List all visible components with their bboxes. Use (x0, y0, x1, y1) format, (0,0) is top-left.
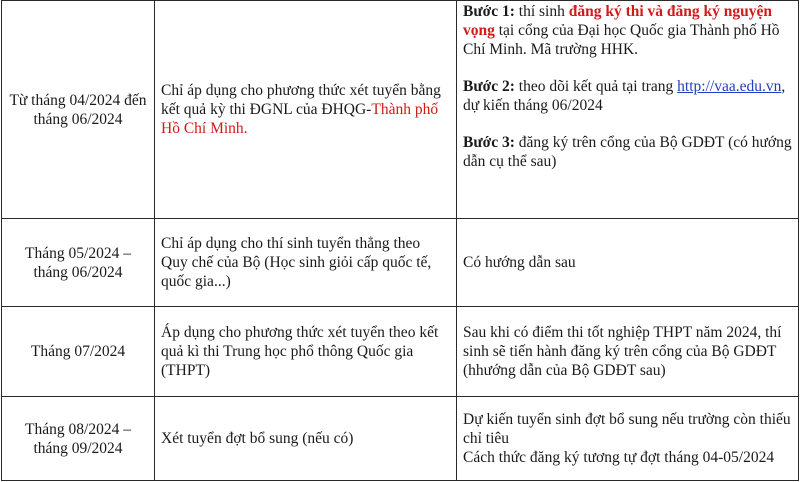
scope-cell (155, 1, 457, 219)
step-1-post: tại cổng của Đại học Quốc gia Thành phố Hồ Chí Minh. Mã trường HHK. (463, 22, 780, 58)
guide-text: Có hướng dẫn sau (463, 254, 576, 271)
scope-cell (155, 397, 457, 481)
guide-cell (457, 397, 799, 481)
table-row (2, 397, 799, 481)
scope-text: Xét tuyển đợt bổ sung (nếu có) (161, 430, 354, 447)
scope-cell (155, 219, 457, 307)
step-2-post: , dự kiến tháng 06/2024 (463, 78, 786, 114)
step-1-label: Bước 1: (463, 3, 515, 20)
website-link[interactable]: http://vaa.edu.vn (677, 78, 782, 95)
scope-cell (155, 307, 457, 397)
guide-text: Sau khi có điểm thi tốt nghiệp THPT năm 2024, thí sinh sẽ tiến hành đăng ký trên cổng của Bộ GDĐT (hhướng dẫn của Bộ GDĐT sau) (463, 324, 782, 379)
time-text: Tháng 05/2024 – tháng 06/2024 (25, 244, 131, 281)
time-cell (2, 307, 155, 397)
table-row (2, 219, 799, 307)
table-row (2, 307, 799, 397)
step-3-text: đăng ký trên cổng của Bộ GDĐT (có hướng dẫn cụ thể sau) (463, 134, 792, 170)
step-1 (463, 2, 792, 59)
scope-highlight: Thành phố Hồ Chí Minh. (161, 101, 439, 137)
guide-text-2: Cách thức đăng ký tương tự đợt tháng 04-05/2024 (463, 449, 775, 466)
scope-text: Chỉ áp dụng cho phương thức xét tuyển bằng kết quả kỳ thi ĐGNL của ĐHQG- (161, 82, 441, 118)
admission-schedule-table (1, 0, 799, 481)
time-cell (2, 1, 155, 219)
time-text: Từ tháng 04/2024 đến tháng 06/2024 (9, 91, 147, 128)
step-2-pre: theo dõi kết quả tại trang (514, 78, 678, 95)
step-3 (463, 133, 792, 171)
steps-cell (457, 1, 799, 219)
time-cell (2, 219, 155, 307)
step-1-pre: thí sinh (514, 3, 569, 20)
step-2-label: Bước 2: (463, 78, 515, 95)
table-row (2, 1, 799, 219)
time-text: Tháng 07/2024 (30, 343, 126, 360)
guide-text-1: Dự kiến tuyển sinh đợt bổ sung nếu trường còn thiếu chỉ tiêu (463, 411, 791, 447)
time-text: Tháng 08/2024 – tháng 09/2024 (25, 420, 131, 457)
guide-cell (457, 307, 799, 397)
guide-cell (457, 219, 799, 307)
time-cell (2, 397, 155, 481)
scope-text: Áp dụng cho phương thức xét tuyển theo kết quả kì thi Trung học phổ thông Quốc gia (THPT) (161, 324, 439, 379)
scope-text: Chỉ áp dụng cho thí sinh tuyển thẳng theo Quy chế của Bộ (Học sinh giỏi cấp quốc tế, quốc gia...) (161, 235, 432, 290)
step-3-label: Bước 3: (463, 134, 515, 151)
step-2 (463, 77, 792, 115)
step-1-highlight: đăng ký thi và đăng ký nguyện vọng (463, 3, 773, 39)
